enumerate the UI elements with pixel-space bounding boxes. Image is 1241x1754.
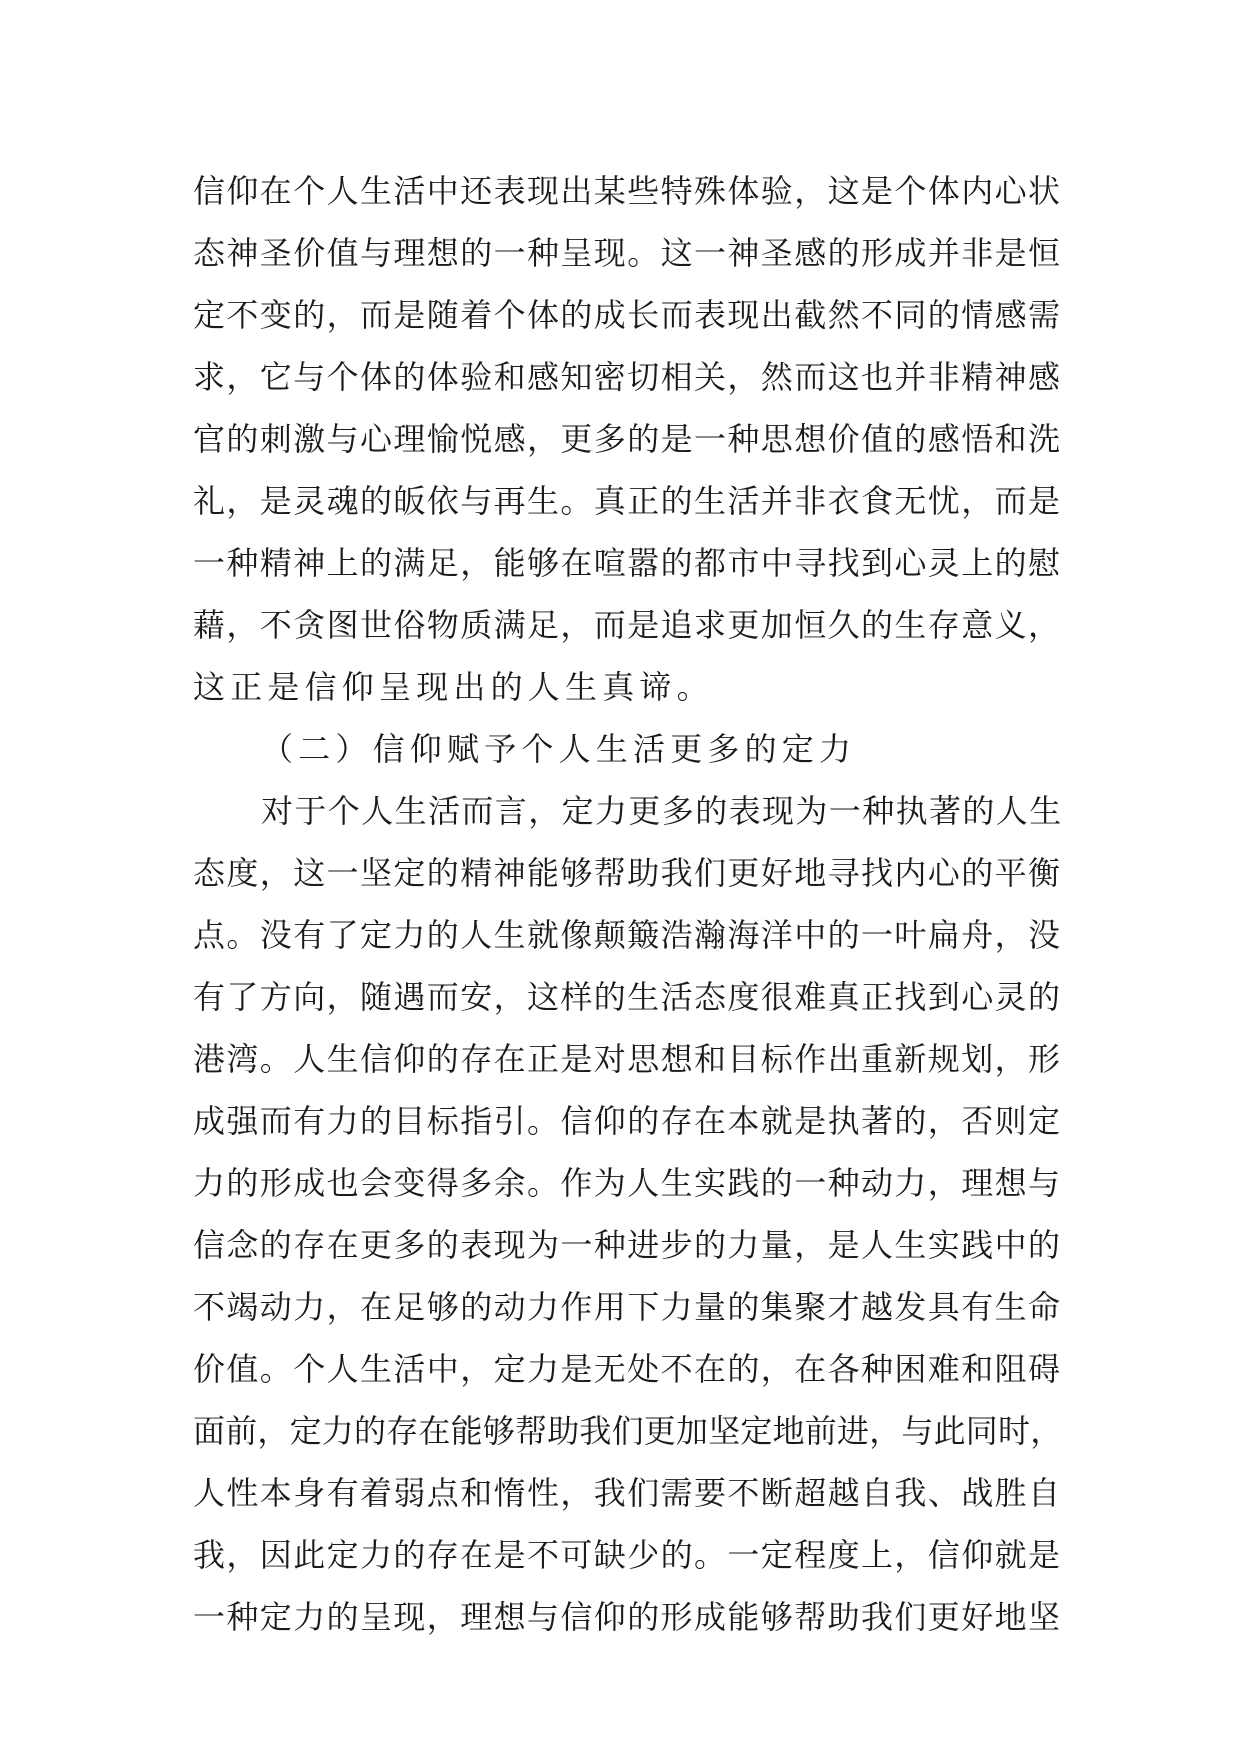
- text-line: 官的刺激与心理愉悦感，更多的是一种思想价值的感悟和洗: [193, 420, 1062, 458]
- text-line: 藉，不贪图世俗物质满足，而是追求更加恒久的生存意义，: [193, 606, 1062, 644]
- body-text: [193, 160, 1063, 1648]
- text-line: 对于个人生活而言，定力更多的表现为一种执著的人生: [261, 792, 1063, 830]
- text-line: 面前，定力的存在能够帮助我们更加坚定地前进，与此同时，: [193, 1412, 1063, 1450]
- text-line: 求，它与个体的体验和感知密切相关，然而这也并非精神感: [193, 358, 1062, 396]
- text-line: 信念的存在更多的表现为一种进步的力量，是人生实践中的: [193, 1226, 1062, 1264]
- text-line: 定不变的，而是随着个体的成长而表现出截然不同的情感需: [193, 296, 1062, 334]
- section-heading: （二）信仰赋予个人生活更多的定力: [261, 730, 857, 768]
- text-line: 礼，是灵魂的皈依与再生。真正的生活并非衣食无忧，而是: [193, 482, 1062, 520]
- text-line: 点。没有了定力的人生就像颠簸浩瀚海洋中的一叶扁舟，没: [193, 916, 1062, 954]
- text-line: 我，因此定力的存在是不可缺少的。一定程度上，信仰就是: [193, 1536, 1062, 1574]
- text-line: 一种定力的呈现，理想与信仰的形成能够帮助我们更好地坚: [193, 1598, 1062, 1636]
- text-line: 人性本身有着弱点和惰性，我们需要不断超越自我、战胜自: [193, 1474, 1062, 1512]
- text-line: 成强而有力的目标指引。信仰的存在本就是执著的，否则定: [193, 1102, 1062, 1140]
- text-line: 信仰在个人生活中还表现出某些特殊体验，这是个体内心状: [193, 172, 1062, 210]
- text-line: 态神圣价值与理想的一种呈现。这一神圣感的形成并非是恒: [193, 234, 1062, 272]
- text-line: 这正是信仰呈现出的人生真谛。: [193, 668, 714, 706]
- text-line: 一种精神上的满足，能够在喧嚣的都市中寻找到心灵上的慰: [193, 544, 1062, 582]
- text-line: 力的形成也会变得多余。作为人生实践的一种动力，理想与: [193, 1164, 1062, 1202]
- text-line: 价值。个人生活中，定力是无处不在的，在各种困难和阻碍: [193, 1350, 1062, 1388]
- text-line: 有了方向，随遇而安，这样的生活态度很难真正找到心灵的: [193, 978, 1062, 1016]
- text-line: 不竭动力，在足够的动力作用下力量的集聚才越发具有生命: [193, 1288, 1062, 1326]
- text-line: 态度，这一坚定的精神能够帮助我们更好地寻找内心的平衡: [193, 854, 1062, 892]
- text-line: 港湾。人生信仰的存在正是对思想和目标作出重新规划，形: [193, 1040, 1062, 1078]
